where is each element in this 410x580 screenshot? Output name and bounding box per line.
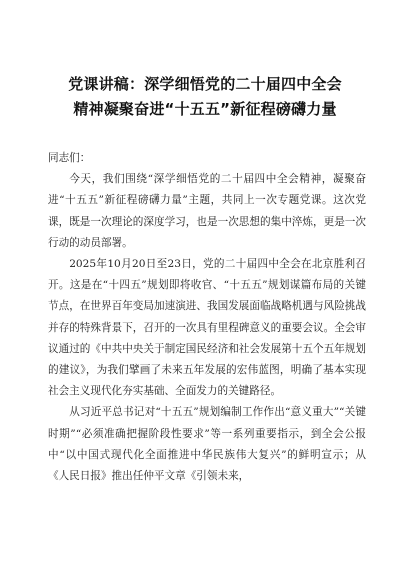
salutation: 同志们： (48, 152, 91, 164)
paragraph-intro: 今天，我们围绕“深学细悟党的二十届四中全会精神，凝聚奋进“十五五”新征程磅礴力量”主题，共同上一次专题党课。这次党课，既是一次理论的深度学习，也是一次思想的集中淬炼，更是一次行动的动员部署。 (48, 173, 366, 249)
document-title (30, 72, 380, 122)
paragraph-plenary-session: 2025年10月20日至23日，党的二十届四中全会在北京胜利召开。这是在“十四五”规划即将收官、“十五五”规划谋篇布局的关键节点，在世界百年变局加速演进、我国发展面临战略机遇与风险挑战并存的特殊背景下，召开的一次具有里程碑意义的重要会议。全会审议通过的《中共中央关于制定国民经济和社会发展第十五个五年规划的建议》，为我们擘画了未来五年发展的宏伟蓝图，明确了基本实现社会主义现代化夯实基础、全面发力的关键路径。 (48, 258, 366, 398)
paragraph-instructions: 从习近平总书记对“十五五”规划编制工作作出“意义重大”“关键时期”“必须准确把握阶段性要求”等一系列重要指示，到全会公报中“以中国式现代化全面推进中华民族伟大复兴”的鲜明宣示；从《人民日报》推出任仲平文章《引领未来， (48, 406, 366, 483)
document-body (48, 148, 366, 487)
title-line-1: 党课讲稿：深学细悟党的二十届四中全会 (68, 75, 342, 93)
title-line-2: 精神凝聚奋进“十五五”新征程磅礴力量 (73, 100, 337, 118)
